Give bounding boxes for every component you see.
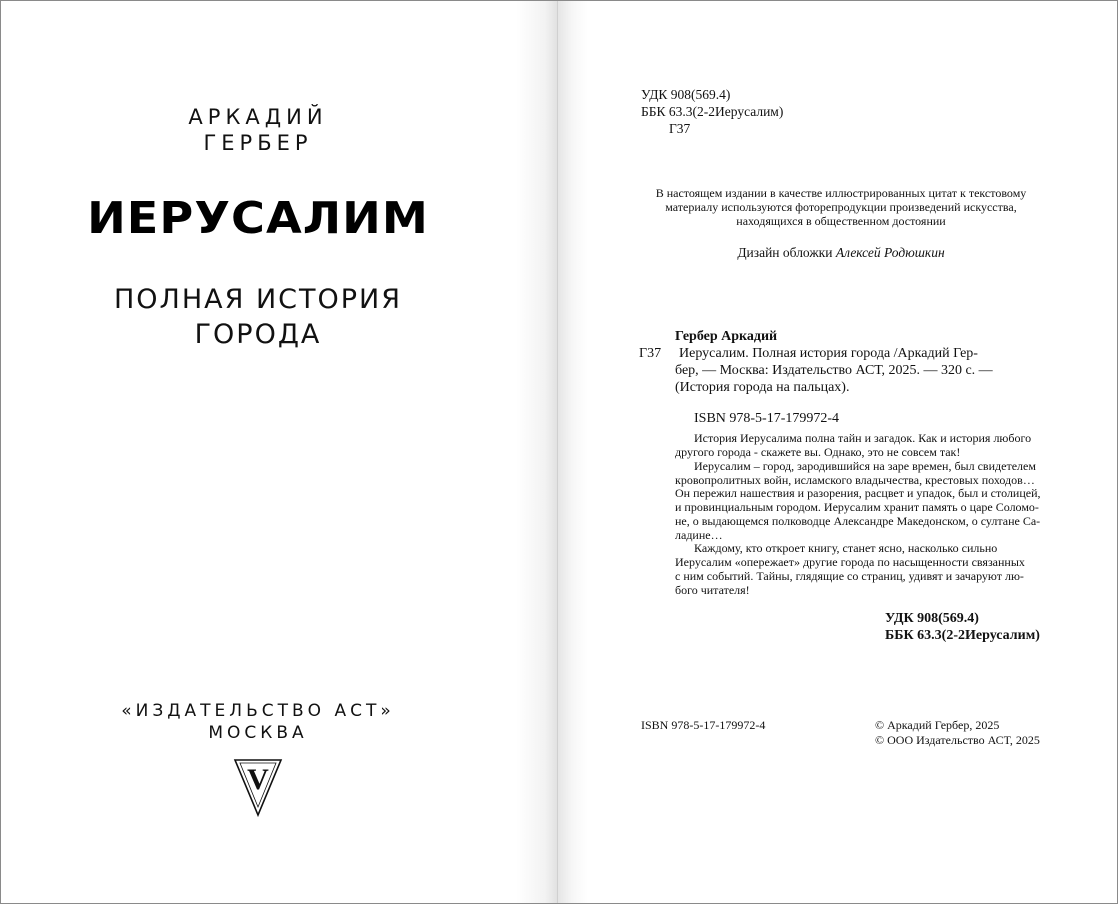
annotation-line: кровопролитных войн, исламского владычества, крестовых походов…	[675, 473, 1035, 487]
publisher-logo-icon	[232, 758, 284, 818]
annotation-line: другого города - скажете вы. Однако, это не совсем так!	[675, 445, 961, 459]
annotation-line: Иерусалим «опережает» другие города по насыщенности связанных	[675, 555, 1025, 569]
annotation-line: не, о выдающемся полководце Александре Македонском, о султане Са-	[675, 514, 1041, 528]
card-author-sign: Г37	[639, 346, 662, 361]
gutter-fold	[557, 1, 558, 903]
subtitle-line-2: ГОРОДА	[194, 319, 322, 350]
card-description-line-1: Иерусалим. Полная история города /Аркадий Гер-	[679, 346, 978, 361]
annotation-line: ладине…	[675, 528, 723, 542]
author-last-name: ГЕРБЕР	[203, 131, 313, 155]
book-title: ИЕРУСАЛИМ	[87, 193, 429, 244]
annotation-line: Каждому, кто откроет книгу, станет ясно, насколько сильно	[694, 541, 998, 555]
annotation-line: бого читателя!	[675, 583, 750, 597]
copyright-publisher: © ООО Издательство АСТ, 2025	[875, 733, 1040, 747]
title-page	[1, 1, 558, 903]
udk-code-bottom: УДК 908(569.4)	[885, 611, 979, 626]
copyright-author: © Аркадий Гербер, 2025	[875, 718, 1000, 732]
author-sign-top: Г37	[669, 121, 691, 136]
cover-design-credit	[641, 245, 1041, 261]
logo-letter: V	[247, 763, 269, 796]
bbk-code-bottom: ББК 63.3(2-2Иерусалим)	[885, 628, 1040, 643]
udk-code-top: УДК 908(569.4)	[641, 87, 731, 102]
annotation-line: История Иерусалима полна тайн и загадок. Как и история любого	[694, 431, 1032, 445]
publisher-city: МОСКВА	[208, 723, 308, 743]
annotation-line: Он пережил нашествия и разорения, расцвет и упадок, был и столицей,	[675, 486, 1041, 500]
author-first-name: АРКАДИЙ	[188, 105, 328, 129]
cover-design-label: Дизайн обложки	[737, 245, 833, 260]
publisher-name: «ИЗДАТЕЛЬСТВО АСТ»	[121, 701, 395, 721]
card-isbn: ISBN 978-5-17-179972-4	[694, 411, 840, 426]
subtitle-line-1: ПОЛНАЯ ИСТОРИЯ	[113, 284, 402, 315]
card-description-line-3: (История города на пальцах).	[675, 380, 850, 395]
bbk-code-top: ББК 63.3(2-2Иерусалим)	[641, 104, 784, 119]
annotation-line: с ним событий. Тайны, глядящие со страниц, удивят и зачаруют лю-	[675, 569, 1024, 583]
card-author: Гербер Аркадий	[675, 329, 778, 344]
annotation-line: и провинциальным городом. Иерусалим хранит память о царе Соломо-	[675, 500, 1039, 514]
card-description-line-2: бер, — Москва: Издательство АСТ, 2025. — 320 с. —	[675, 363, 993, 378]
annotation-line: Иерусалим – город, зародившийся на заре времен, был свидетелем	[694, 459, 1036, 473]
footer-isbn: ISBN 978-5-17-179972-4	[641, 718, 766, 732]
cover-designer-name: Алексей Родюшкин	[835, 245, 945, 260]
public-domain-note: В настоящем издании в качестве иллюстрированных цитат к текстовому материалу используются фоторепродукции произведений искусства, находящихся в общественном достоянии	[655, 186, 1027, 228]
